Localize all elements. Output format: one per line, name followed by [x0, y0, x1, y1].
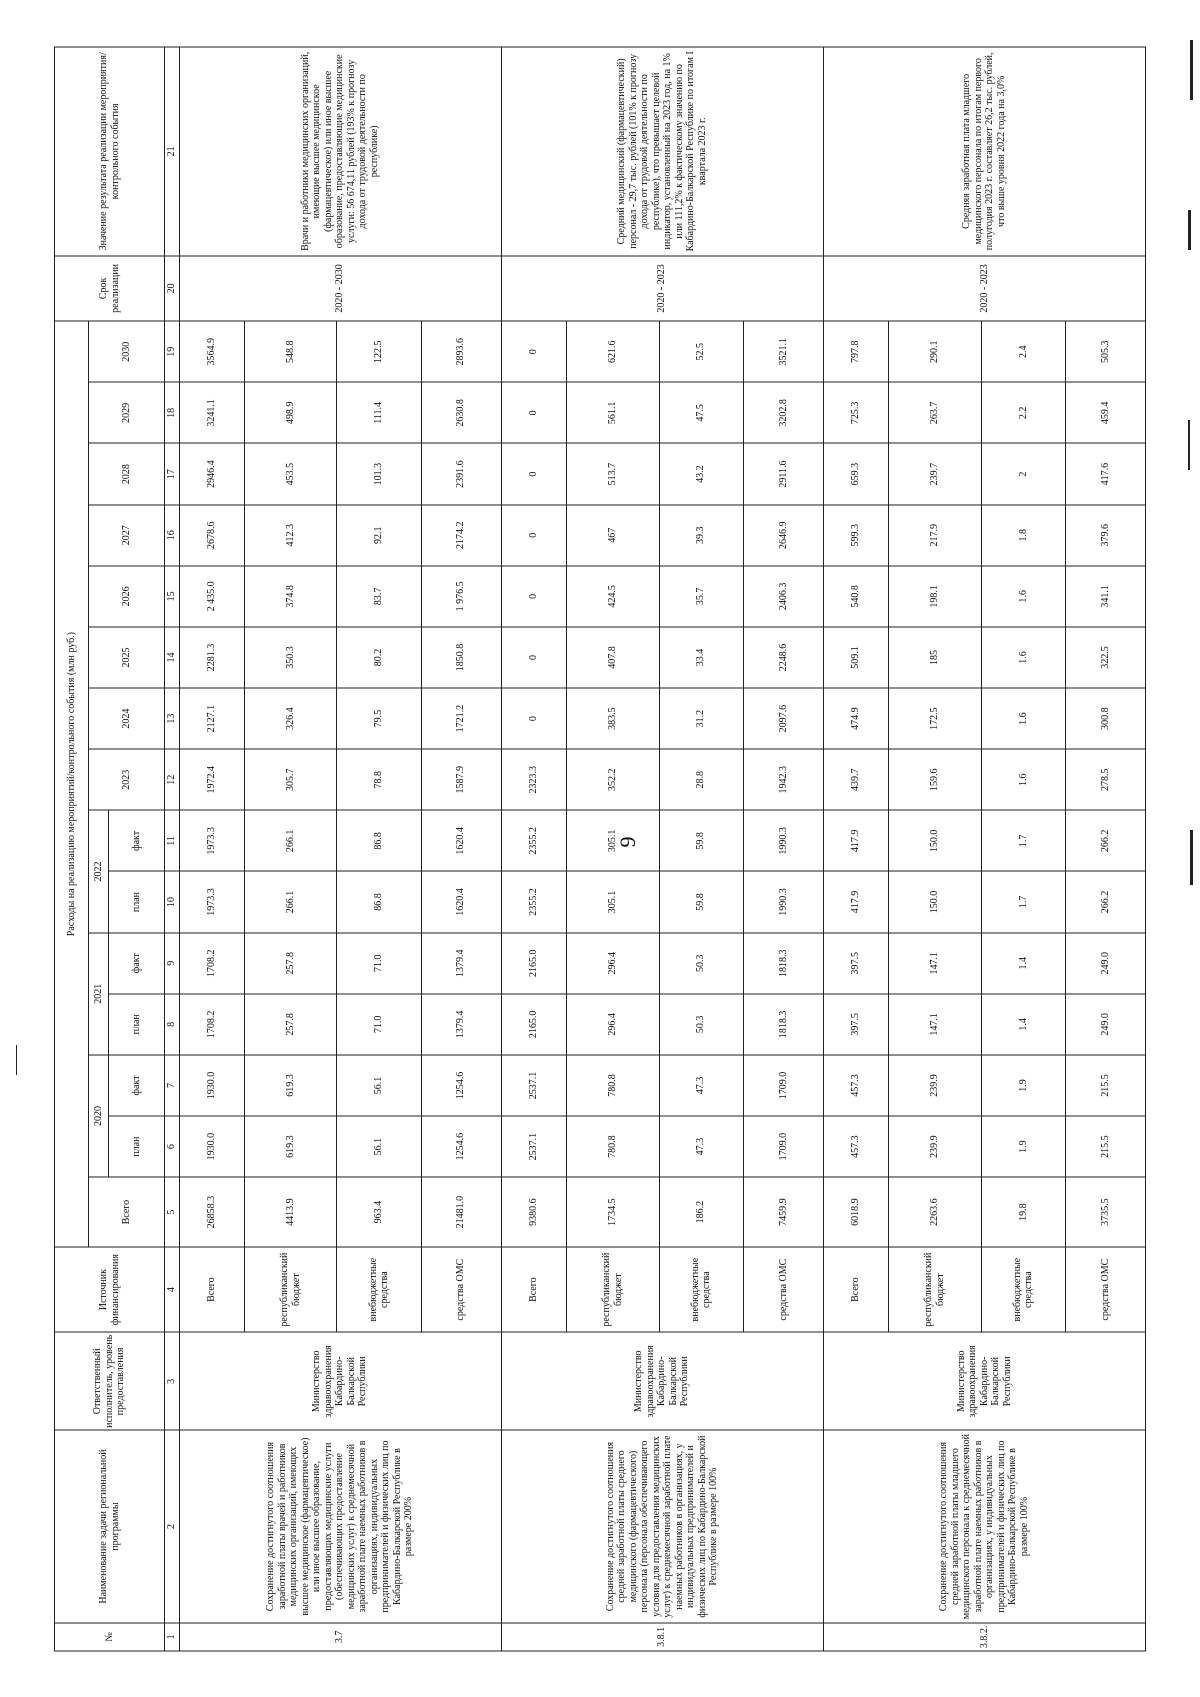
expense-value: 350.3	[244, 626, 337, 687]
funding-source: средства ОМС	[743, 1247, 823, 1332]
column-number: 16	[165, 504, 180, 565]
expense-value: 1818.3	[743, 993, 823, 1054]
expense-value: 296.4	[566, 932, 659, 993]
expense-value: 1818.3	[743, 932, 823, 993]
expense-value: 278.5	[1065, 749, 1145, 810]
header-fact: факт	[109, 1054, 165, 1115]
expense-value: 1930.0	[179, 1054, 244, 1115]
expense-value: 3521.1	[743, 321, 823, 382]
expense-value: 1379.4	[421, 932, 501, 993]
header-year-2026: 2026	[89, 565, 165, 626]
expense-value: 79.5	[337, 688, 421, 749]
expense-value: 186.2	[659, 1177, 743, 1247]
expense-value: 1.7	[981, 810, 1065, 871]
expense-value: 2893.6	[421, 321, 501, 382]
expense-value: 2646.9	[743, 504, 823, 565]
expense-value: 1.7	[981, 871, 1065, 932]
expense-value: 26858.3	[179, 1177, 244, 1247]
expense-value: 725.3	[823, 382, 888, 443]
expense-value: 1379.4	[421, 993, 501, 1054]
expense-value: 305.7	[244, 749, 337, 810]
expense-value: 3735.5	[1065, 1177, 1145, 1247]
expense-value: 457.3	[823, 1054, 888, 1115]
header-year-2030: 2030	[89, 321, 165, 382]
expense-value: 0	[501, 688, 566, 749]
column-number: 9	[165, 932, 180, 993]
expense-value: 33.4	[659, 626, 743, 687]
expense-value: 147.1	[889, 932, 982, 993]
expense-value: 215.5	[1065, 1054, 1145, 1115]
expense-value: 2097.6	[743, 688, 823, 749]
responsible-executor: Министерство здравоохранения Кабардино-Балкарской Республики	[823, 1332, 1145, 1430]
result-value: Средний медицинский (фармацевтический) персонал - 29,7 тыс. рублей (101% к прогнозу дохода от трудовой деятельности по республике), что превышает целевой индикатор, установленный на 2023 год, на 1% или 111,2% к фактическому значению по Кабардино-Балкарской Республике по итогам I квартала 2023 г.	[501, 47, 823, 256]
header-year-2027: 2027	[89, 504, 165, 565]
expense-value: 599.3	[823, 504, 888, 565]
expense-value: 31.2	[659, 688, 743, 749]
expense-value: 379.6	[1065, 504, 1145, 565]
expense-value: 300.8	[1065, 688, 1145, 749]
header-task: Наименование задачи региональной программы	[55, 1430, 165, 1622]
expense-value: 397.5	[823, 932, 888, 993]
column-number: 20	[165, 255, 180, 321]
responsible-executor: Министерство здравоохранения Кабардино-Балкарской Республики	[179, 1332, 501, 1430]
expense-value: 19.8	[981, 1177, 1065, 1247]
expense-value: 0	[501, 321, 566, 382]
funding-source: средства ОМС	[421, 1247, 501, 1332]
expense-value: 150.0	[889, 810, 982, 871]
expense-value: 498.9	[244, 382, 337, 443]
expense-value: 2391.6	[421, 443, 501, 504]
expense-value: 185	[889, 626, 982, 687]
header-result: Значение результата реализации мероприятия/контрольного события	[55, 47, 165, 256]
scan-margin-mark	[1188, 210, 1191, 250]
expense-value: 1 976.5	[421, 565, 501, 626]
column-number: 6	[165, 1116, 180, 1177]
expense-value: 467	[566, 504, 659, 565]
header-fact: факт	[109, 810, 165, 871]
expense-value: 0	[501, 443, 566, 504]
expense-value: 1.6	[981, 626, 1065, 687]
expense-value: 3241.1	[179, 382, 244, 443]
expense-value: 1942.3	[743, 749, 823, 810]
responsible-executor: Министерство здравоохранения Кабардино-Балкарской Республики	[501, 1332, 823, 1430]
expense-value: 50.3	[659, 932, 743, 993]
expense-value: 2165.0	[501, 993, 566, 1054]
expense-value: 2165.0	[501, 932, 566, 993]
expense-value: 147.1	[889, 993, 982, 1054]
expense-value: 266.1	[244, 810, 337, 871]
expense-value: 0	[501, 504, 566, 565]
funding-source: внебюджетные средства	[337, 1247, 421, 1332]
row-number: 3.7	[179, 1622, 501, 1650]
expense-value: 266.2	[1065, 871, 1145, 932]
expense-value: 439.7	[823, 749, 888, 810]
expense-value: 249.0	[1065, 932, 1145, 993]
expense-value: 2323.3	[501, 749, 566, 810]
scan-margin-mark	[1190, 830, 1193, 885]
expense-value: 1.6	[981, 749, 1065, 810]
funding-source: Всего	[179, 1247, 244, 1332]
expense-value: 397.5	[823, 993, 888, 1054]
expense-value: 217.9	[889, 504, 982, 565]
header-plan: план	[109, 993, 165, 1054]
expense-value: 50.3	[659, 993, 743, 1054]
funding-source: средства ОМС	[1065, 1247, 1145, 1332]
expense-value: 305.1	[566, 810, 659, 871]
expense-value: 963.4	[337, 1177, 421, 1247]
expense-value: 6018.9	[823, 1177, 888, 1247]
header-year-2028: 2028	[89, 443, 165, 504]
expense-value: 1.6	[981, 565, 1065, 626]
expense-value: 239.9	[889, 1116, 982, 1177]
expense-value: 71.0	[337, 932, 421, 993]
expense-value: 322.5	[1065, 626, 1145, 687]
expense-value: 239.9	[889, 1054, 982, 1115]
column-number: 10	[165, 871, 180, 932]
header-expenses: Расходы на реализацию мероприятий/контрольного события (млн руб.)	[55, 321, 89, 1247]
expense-value: 78.8	[337, 749, 421, 810]
expense-value: 1930.0	[179, 1116, 244, 1177]
expense-value: 417.9	[823, 810, 888, 871]
expense-value: 71.0	[337, 993, 421, 1054]
column-number: 11	[165, 810, 180, 871]
expense-value: 407.8	[566, 626, 659, 687]
column-number: 8	[165, 993, 180, 1054]
expense-value: 453.5	[244, 443, 337, 504]
expense-value: 2174.2	[421, 504, 501, 565]
expense-value: 1.4	[981, 993, 1065, 1054]
expense-value: 1990.3	[743, 871, 823, 932]
expense-value: 296.4	[566, 993, 659, 1054]
expense-value: 797.8	[823, 321, 888, 382]
column-number: 19	[165, 321, 180, 382]
expense-value: 0	[501, 382, 566, 443]
expense-value: 548.8	[244, 321, 337, 382]
funding-source: внебюджетные средства	[981, 1247, 1065, 1332]
expense-value: 2.2	[981, 382, 1065, 443]
funding-source: республиканский бюджет	[566, 1247, 659, 1332]
expense-value: 780.8	[566, 1116, 659, 1177]
scan-margin-mark	[16, 1045, 17, 1075]
funding-source: Всего	[823, 1247, 888, 1332]
expense-value: 424.5	[566, 565, 659, 626]
expense-value: 1.6	[981, 688, 1065, 749]
expense-value: 92.1	[337, 504, 421, 565]
funding-source: республиканский бюджет	[889, 1247, 982, 1332]
expense-value: 1972.4	[179, 749, 244, 810]
row-number: 3.8.2.	[823, 1622, 1145, 1650]
page-number: 9	[615, 836, 640, 848]
expense-value: 505.3	[1065, 321, 1145, 382]
column-number: 13	[165, 688, 180, 749]
funding-source: Всего	[501, 1247, 566, 1332]
result-value: Средняя заработная плата младшего медицинского персонала по итогам первого полугодия 2023 г. составляет 26,2 тыс. рублей, что выше уровня 2022 года на 3,0%	[823, 47, 1145, 256]
funding-source: республиканский бюджет	[244, 1247, 337, 1332]
expense-value: 2678.6	[179, 504, 244, 565]
expense-value: 2537.1	[501, 1054, 566, 1115]
header-year-2020: 2020	[89, 1054, 109, 1176]
implementation-term: 2020 - 2030	[179, 255, 501, 321]
column-number: 2	[165, 1430, 180, 1622]
expense-value: 326.4	[244, 688, 337, 749]
expense-value: 1254.6	[421, 1054, 501, 1115]
expense-value: 1973.3	[179, 810, 244, 871]
expense-value: 1973.3	[179, 871, 244, 932]
row-number: 3.8.1	[501, 1622, 823, 1650]
expense-value: 56.1	[337, 1116, 421, 1177]
expense-value: 2263.6	[889, 1177, 982, 1247]
table-row	[501, 47, 566, 1651]
expense-value: 1708.2	[179, 993, 244, 1054]
header-source: Источник финансирования	[55, 1247, 165, 1332]
header-fact: факт	[109, 932, 165, 993]
expense-value: 101.3	[337, 443, 421, 504]
implementation-term: 2020 - 2023	[823, 255, 1145, 321]
expense-value: 2355.2	[501, 810, 566, 871]
header-total: Всего	[89, 1177, 165, 1247]
expense-value: 305.1	[566, 871, 659, 932]
expense-value: 21481.0	[421, 1177, 501, 1247]
expense-value: 561.1	[566, 382, 659, 443]
expense-value: 1708.2	[179, 932, 244, 993]
expense-value: 249.0	[1065, 993, 1145, 1054]
expense-value: 2 435.0	[179, 565, 244, 626]
header-plan: план	[109, 1116, 165, 1177]
expense-value: 9380.6	[501, 1177, 566, 1247]
expense-value: 1721.2	[421, 688, 501, 749]
expense-value: 43.2	[659, 443, 743, 504]
expense-value: 290.1	[889, 321, 982, 382]
expense-value: 513.7	[566, 443, 659, 504]
expense-value: 3202.8	[743, 382, 823, 443]
expense-value: 1709.0	[743, 1116, 823, 1177]
header-year-2025: 2025	[89, 626, 165, 687]
expense-value: 4413.9	[244, 1177, 337, 1247]
column-number: 1	[165, 1622, 180, 1650]
expense-value: 3564.9	[179, 321, 244, 382]
column-number: 5	[165, 1177, 180, 1247]
scan-margin-mark	[1188, 420, 1190, 470]
column-numbers-row	[165, 47, 180, 1651]
header-year-2021: 2021	[89, 932, 109, 1054]
expense-value: 35.7	[659, 565, 743, 626]
header-responsible: Ответственный исполнитель, уровень предоставления	[55, 1332, 165, 1430]
expense-value: 215.5	[1065, 1116, 1145, 1177]
expense-value: 2406.3	[743, 565, 823, 626]
expense-value: 52.5	[659, 321, 743, 382]
expense-value: 2.4	[981, 321, 1065, 382]
expense-value: 7459.9	[743, 1177, 823, 1247]
expense-value: 1620.4	[421, 810, 501, 871]
expense-value: 417.9	[823, 871, 888, 932]
expense-value: 2946.4	[179, 443, 244, 504]
expense-value: 59.8	[659, 871, 743, 932]
expense-value: 383.5	[566, 688, 659, 749]
expense-value: 412.3	[244, 504, 337, 565]
header-year-2022: 2022	[89, 810, 109, 932]
scan-margin-mark	[1190, 40, 1193, 100]
expense-value: 417.6	[1065, 443, 1145, 504]
expense-value: 1.9	[981, 1054, 1065, 1115]
implementation-term: 2020 - 2023	[501, 255, 823, 321]
expense-value: 2127.1	[179, 688, 244, 749]
column-number: 4	[165, 1247, 180, 1332]
task-name: Сохранение достигнутого соотношения средней заработной платы среднего медицинского (фармацевтического) персонала (персонала обеспечивающего условия для предоставления медицинских услуг) к среднемесячной заработной плате наемных работников в организациях, у индивидуальных предпринимателей и физических лиц по Кабардино-Балкарской Республике в размере 100%	[501, 1430, 823, 1622]
expense-value: 659.3	[823, 443, 888, 504]
expense-value: 172.5	[889, 688, 982, 749]
expense-value: 1850.8	[421, 626, 501, 687]
expense-value: 2630.8	[421, 382, 501, 443]
expense-value: 780.8	[566, 1054, 659, 1115]
header-plan: план	[109, 871, 165, 932]
expense-value: 198.1	[889, 565, 982, 626]
expense-value: 257.8	[244, 993, 337, 1054]
expense-value: 619.3	[244, 1054, 337, 1115]
column-number: 3	[165, 1332, 180, 1430]
task-name: Сохранение достигнутого соотношения средней заработной платы младшего медицинского персонала к среднемесячной заработной плате наемных работников в организациях, у индивидуальных предпринимателей и физических лиц по Кабардино-Балкарской Республике в размере 100%	[823, 1430, 1145, 1622]
expense-value: 47.5	[659, 382, 743, 443]
table-row	[823, 47, 888, 1651]
expense-value: 1.8	[981, 504, 1065, 565]
expense-value: 47.3	[659, 1054, 743, 1115]
column-number: 7	[165, 1054, 180, 1115]
expense-value: 1.9	[981, 1116, 1065, 1177]
expense-value: 2355.2	[501, 871, 566, 932]
funding-source: внебюджетные средства	[659, 1247, 743, 1332]
expense-value: 459.4	[1065, 382, 1145, 443]
expense-value: 341.1	[1065, 565, 1145, 626]
expense-value: 374.8	[244, 565, 337, 626]
result-value: Врачи и работники медицинских организаций, имеющие высшее медицинское (фармацевтическое) или иное высшее образование, предоставляющие медицинские услуги: 56 674,11 рублей (193% к прогнозу дохода от трудовой деятельности по республике)	[179, 47, 501, 256]
expense-value: 266.1	[244, 871, 337, 932]
expense-value: 1990.3	[743, 810, 823, 871]
expense-value: 352.2	[566, 749, 659, 810]
expense-value: 111.4	[337, 382, 421, 443]
expense-value: 1734.5	[566, 1177, 659, 1247]
expense-value: 2281.3	[179, 626, 244, 687]
column-number: 14	[165, 626, 180, 687]
expense-value: 257.8	[244, 932, 337, 993]
column-number: 12	[165, 749, 180, 810]
expense-value: 2	[981, 443, 1065, 504]
header-no: №	[55, 1622, 165, 1650]
expense-value: 86.8	[337, 810, 421, 871]
table-body	[179, 47, 1146, 1651]
expense-value: 509.1	[823, 626, 888, 687]
expense-value: 59.8	[659, 810, 743, 871]
header-year-2023: 2023	[89, 749, 165, 810]
expense-value: 621.6	[566, 321, 659, 382]
expense-value: 1587.9	[421, 749, 501, 810]
header-year-2024: 2024	[89, 688, 165, 749]
expense-value: 28.8	[659, 749, 743, 810]
header-term: Срок реализации	[55, 255, 165, 321]
column-number: 18	[165, 382, 180, 443]
column-number: 15	[165, 565, 180, 626]
column-number: 17	[165, 443, 180, 504]
expense-value: 39.3	[659, 504, 743, 565]
expense-value: 1254.6	[421, 1116, 501, 1177]
column-number: 21	[165, 47, 180, 256]
expense-value: 0	[501, 565, 566, 626]
expense-value: 122.5	[337, 321, 421, 382]
expense-value: 56.1	[337, 1054, 421, 1115]
rotated-table-wrapper	[54, 46, 1146, 1651]
expense-value: 80.2	[337, 626, 421, 687]
table-row	[179, 47, 244, 1651]
expense-value: 159.6	[889, 749, 982, 810]
expense-value: 457.3	[823, 1116, 888, 1177]
expense-value: 2537.1	[501, 1116, 566, 1177]
expense-value: 266.2	[1065, 810, 1145, 871]
expense-value: 150.0	[889, 871, 982, 932]
expense-value: 0	[501, 626, 566, 687]
expense-value: 2911.6	[743, 443, 823, 504]
expense-value: 474.9	[823, 688, 888, 749]
task-name: Сохранение достигнутого соотношения заработной платы врачей и работников медицинских организаций, имеющих высшее медицинское (фармацевтическое) или иное высшее образование, предоставляющих медицинские услуги (обеспечивающих предоставление медицинских услуг) к среднемесячной заработной плате наемных работников в организациях, индивидуальных предпринимателей и физических лиц по Кабардино-Балкарской Республике в размере 200%	[179, 1430, 501, 1622]
expense-value: 263.7	[889, 382, 982, 443]
expenses-table	[54, 46, 1146, 1651]
expense-value: 1709.0	[743, 1054, 823, 1115]
header-year-2029: 2029	[89, 382, 165, 443]
expense-value: 2248.6	[743, 626, 823, 687]
expense-value: 239.7	[889, 443, 982, 504]
expense-value: 619.3	[244, 1116, 337, 1177]
expense-value: 1.4	[981, 932, 1065, 993]
expense-value: 1620.4	[421, 871, 501, 932]
expense-value: 47.3	[659, 1116, 743, 1177]
expense-value: 86.8	[337, 871, 421, 932]
expense-value: 540.8	[823, 565, 888, 626]
expense-value: 83.7	[337, 565, 421, 626]
